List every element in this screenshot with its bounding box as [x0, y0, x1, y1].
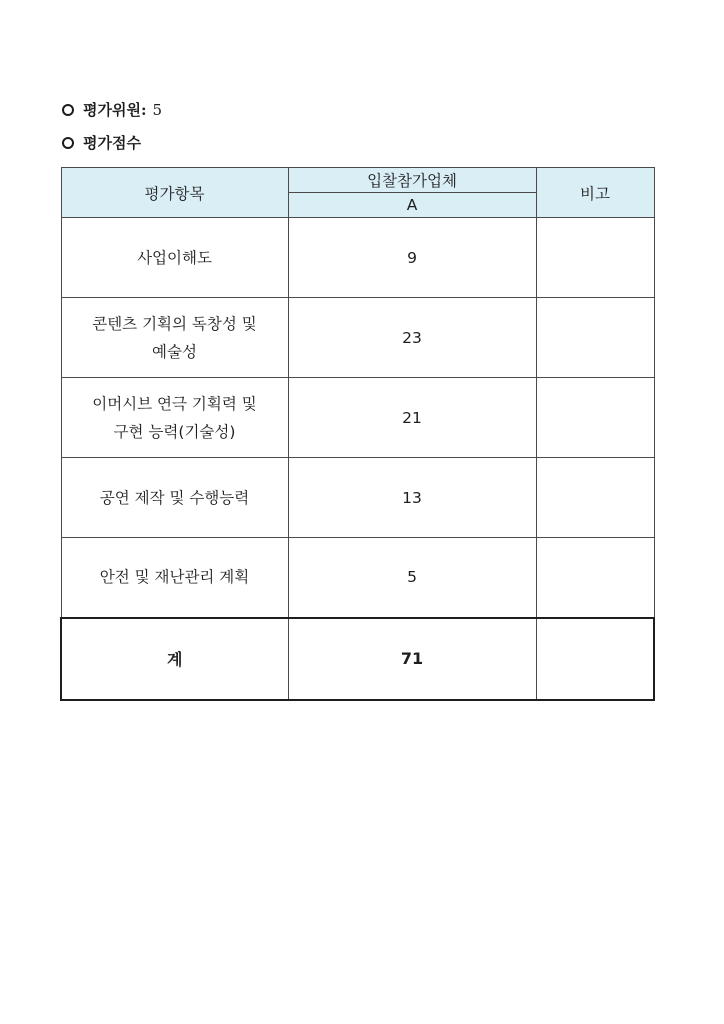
score-table [60, 167, 655, 701]
total-score: 71 [288, 618, 536, 700]
row-item-cell [61, 538, 288, 618]
row-remark-cell [536, 218, 654, 298]
table-row [61, 458, 654, 538]
row-item-label: 안전 및 재난관리 계획 [99, 568, 250, 587]
row-item-cell [61, 458, 288, 538]
scores-heading-line [62, 132, 141, 153]
row-score-cell: 13 [288, 458, 536, 538]
row-remark-cell [536, 378, 654, 458]
evaluators-value: 5 [152, 100, 163, 119]
table-row [61, 378, 654, 458]
row-item-label: 사업이해도 [137, 248, 212, 267]
row-item-label: 공연 제작 및 수행능력 [99, 488, 250, 507]
row-remark-cell [536, 298, 654, 378]
row-remark-cell [536, 538, 654, 618]
total-label: 계 [61, 618, 288, 700]
header-bidder-a: A [288, 193, 536, 218]
scores-label: 평가점수 [83, 134, 141, 152]
row-score-cell: 21 [288, 378, 536, 458]
row-item-label: 이머시브 연극 기획력 및 구현 능력(기술성) [92, 394, 257, 441]
row-remark-cell [536, 458, 654, 538]
header-remarks: 비고 [536, 168, 654, 218]
header-bidders: 입찰참가업체 [288, 168, 536, 193]
row-score-cell: 23 [288, 298, 536, 378]
circle-bullet-icon [62, 137, 74, 149]
table-row [61, 538, 654, 618]
header-item: 평가항목 [61, 168, 288, 218]
table-row [61, 218, 654, 298]
row-item-label: 콘텐츠 기획의 독창성 및 예술성 [92, 314, 257, 361]
table-row [61, 298, 654, 378]
evaluators-label: 평가위원: [83, 101, 147, 119]
row-item-cell [61, 378, 288, 458]
total-remark [536, 618, 654, 700]
evaluators-line [62, 99, 162, 120]
total-row [61, 618, 654, 700]
row-item-cell [61, 218, 288, 298]
row-score-cell: 9 [288, 218, 536, 298]
row-item-cell [61, 298, 288, 378]
row-score-cell: 5 [288, 538, 536, 618]
circle-bullet-icon [62, 104, 74, 116]
